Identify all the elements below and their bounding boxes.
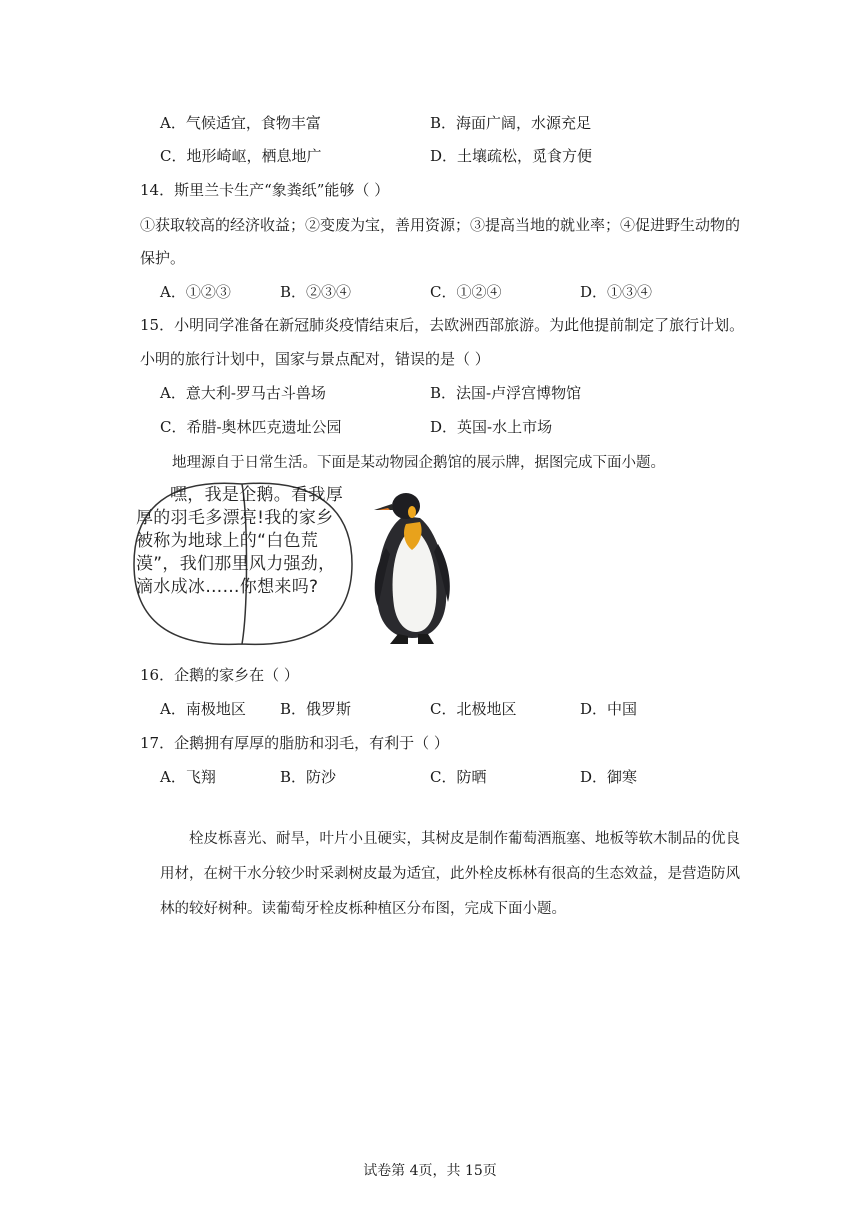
q14-option-d: D．①③④ xyxy=(580,283,653,301)
penguin-illustration xyxy=(360,488,456,646)
q17-option-a: A．飞翔 xyxy=(160,768,216,786)
q17-stem: 17．企鹅拥有厚厚的脂肪和羽毛，有利于（ ） xyxy=(140,734,449,752)
q15-option-d: D．英国-水上市场 xyxy=(430,418,553,436)
q16-option-d: D．中国 xyxy=(580,700,638,718)
q16-stem: 16．企鹅的家乡在（ ） xyxy=(140,666,299,684)
q16-option-a: A．南极地区 xyxy=(160,700,246,718)
q16-intro: 地理源自于日常生活。下面是某动物园企鹅馆的展示牌，据图完成下面小题。 xyxy=(172,455,665,471)
q13-option-a: A．气候适宜，食物丰富 xyxy=(160,114,321,132)
q15-option-b: B．法国-卢浮宫博物馆 xyxy=(430,384,582,402)
q13-option-d: D．土壤疏松，觅食方便 xyxy=(430,147,593,165)
speech-bubble xyxy=(130,478,356,650)
q13-option-b: B．海面广阔，水源充足 xyxy=(430,114,592,132)
q14-option-a: A．①②③ xyxy=(160,283,231,301)
q14-statements-line1: ①获取较高的经济收益；②变废为宝，善用资源；③提高当地的就业率；④促进野生动物的 xyxy=(140,216,741,234)
q17-option-d: D．御寒 xyxy=(580,768,638,786)
q15-option-a: A．意大利-罗马古斗兽场 xyxy=(160,384,326,402)
q13-option-c: C．地形崎岖，栖息地广 xyxy=(160,147,322,165)
speech-bubble-text: 嘿，我是企鹅。看我厚厚的羽毛多漂亮!我的家乡被称为地球上的“白色荒漠”，我们那里风力强劲，滴水成冰……你想来吗? xyxy=(136,485,343,597)
q14-statements-line2: 保护。 xyxy=(140,249,186,267)
q16-option-b: B．俄罗斯 xyxy=(280,700,352,718)
q14-stem: 14．斯里兰卡生产“象粪纸”能够（ ） xyxy=(140,181,390,199)
q15-option-c: C．希腊-奥林匹克遗址公园 xyxy=(160,418,342,436)
q14-option-b: B．②③④ xyxy=(280,283,352,301)
q15-stem-line1: 15．小明同学准备在新冠肺炎疫情结束后，去欧洲西部旅游。为此他提前制定了旅行计划。 xyxy=(140,316,745,334)
q17-option-c: C．防晒 xyxy=(430,768,487,786)
q17-option-b: B．防沙 xyxy=(280,768,337,786)
q14-option-c: C．①②④ xyxy=(430,283,502,301)
q16-option-c: C．北极地区 xyxy=(430,700,517,718)
page-footer: 试卷第 4页，共 15页 xyxy=(363,1163,497,1179)
q15-stem-line2: 小明的旅行计划中，国家与景点配对，错误的是（ ） xyxy=(140,350,490,368)
cork-oak-passage: 栓皮栎喜光、耐旱，叶片小且硬实，其树皮是制作葡萄酒瓶塞、地板等软木制品的优良用材，在树干水分较少时采剥树皮最为适宜，此外栓皮栎林有很高的生态效益，是营造防风林的较好树种。读葡萄牙栓皮栎种植区分布图，完成下面小题。 xyxy=(160,831,740,917)
